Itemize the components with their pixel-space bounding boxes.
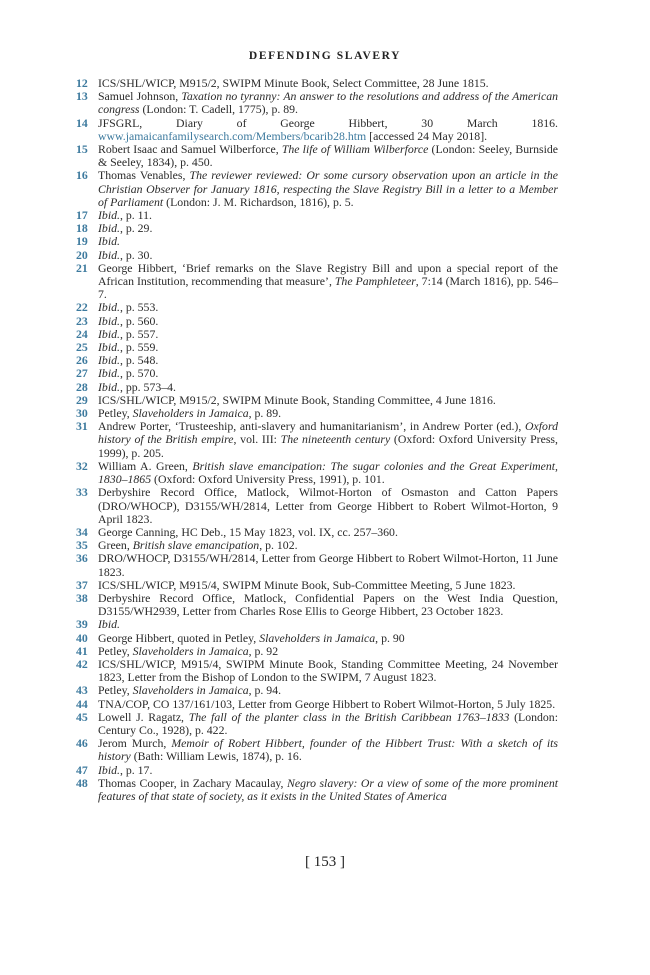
endnote-text: , vol. III: <box>233 432 281 447</box>
endnote-text: George Hibbert, ‘Brief remarks on the Slave Registry Bill and upon a special report of the African Institution, recommending that measure’, <box>98 260 558 289</box>
endnote-title: The Pamphleteer <box>334 274 416 289</box>
endnote-title: Ibid. <box>98 247 120 262</box>
endnote-number: 15 <box>76 142 88 157</box>
endnote-number: 45 <box>76 709 88 724</box>
endnote <box>76 777 558 803</box>
endnote-text: ICS/SHL/WICP, M915/2, SWIPM Minute Book, Select Committee, 28 June 1815. <box>98 76 489 90</box>
endnote-title: Slaveholders in Jamaica <box>259 630 376 645</box>
endnote-text: Petley, <box>98 406 133 421</box>
endnote-title: Slaveholders in Jamaica <box>132 643 249 658</box>
endnote-number: 29 <box>76 392 88 407</box>
endnote-number: 24 <box>76 326 88 341</box>
endnote-title: Ibid. <box>98 340 120 355</box>
endnote-text: JFSGRL, Diary of George Hibbert, 30 March 1816. <box>98 115 558 130</box>
endnote-number: 17 <box>76 208 88 223</box>
endnote-text: Thomas Cooper, in Zachary Macaulay, <box>98 775 287 790</box>
endnote <box>76 658 558 684</box>
endnote-number: 28 <box>76 379 88 394</box>
endnote <box>76 486 558 526</box>
endnote <box>76 143 558 169</box>
endnote-text: , p. 29. <box>119 221 153 236</box>
endnote-text: (London: Century Co., 1928), p. 422. <box>98 709 558 737</box>
endnote-text: , p. 557. <box>119 326 159 341</box>
endnotes-list <box>76 77 558 803</box>
endnote <box>76 90 558 116</box>
endnote-title: Ibid. <box>98 366 120 381</box>
endnote-text: Thomas Venables, <box>98 168 190 183</box>
endnote-number: 20 <box>76 247 88 262</box>
endnote-number: 39 <box>76 617 88 632</box>
endnote <box>76 737 558 763</box>
endnote-title: The reviewer reviewed: Or some cursory observation upon an article in the Christian Observer for January 1816, respecting the Slave Registry Bill in a letter to a Member of Parliament <box>98 168 558 209</box>
endnote-text: Samuel Johnson, <box>98 89 182 104</box>
endnote-text: (London: T. Cadell, 1775), p. 89. <box>139 102 298 117</box>
endnote-number: 46 <box>76 736 88 751</box>
endnote-number: 26 <box>76 353 88 368</box>
endnote-text: Lowell J. Ragatz, <box>98 709 189 724</box>
endnote-text: , p. 92 <box>248 643 279 658</box>
endnote-text: (Oxford: Oxford University Press, 1991), p. 101. <box>151 472 385 487</box>
endnote <box>76 169 558 209</box>
endnote-title: British slave emancipation: The sugar colonies and the Great Experiment, 1830–1865 <box>98 458 558 487</box>
endnote-text: Petley, <box>98 643 133 658</box>
endnote-text: TNA/COP, CO 137/161/103, Letter from George Hibbert to Robert Wilmot-Horton, 5 July 1825. <box>98 696 556 711</box>
endnote-text: Robert Isaac and Samuel Wilberforce, <box>98 142 282 157</box>
endnote-title: Ibid. <box>98 326 120 341</box>
endnote-url[interactable]: www.jamaicanfamilysearch.com/Members/bcarib28.htm <box>98 128 367 143</box>
endnote <box>76 262 558 302</box>
endnote-number: 14 <box>76 115 88 130</box>
endnote-text: Green, <box>98 538 133 553</box>
endnote-number: 36 <box>76 551 88 566</box>
running-header: DEFENDING SLAVERY <box>248 50 402 62</box>
endnote-title: Ibid. <box>98 313 120 328</box>
endnote <box>76 460 558 486</box>
endnote-text: George Hibbert, quoted in Petley, <box>98 630 260 645</box>
endnote-text: , p. 17. <box>119 762 153 777</box>
endnote-number: 43 <box>76 683 88 698</box>
endnote-number: 23 <box>76 313 88 328</box>
endnote-text: , p. 560. <box>119 313 159 328</box>
endnote-number: 42 <box>76 656 88 671</box>
endnote-text: (Bath: William Lewis, 1874), p. 16. <box>130 749 302 764</box>
endnote-number: 27 <box>76 366 88 381</box>
endnote-text: ICS/SHL/WICP, M915/2, SWIPM Minute Book, Standing Committee, 4 June 1816. <box>98 392 496 407</box>
endnote-title: Ibid. <box>98 234 120 249</box>
endnote-number: 41 <box>76 643 88 658</box>
endnote-text: , p. 548. <box>119 353 159 368</box>
endnote-title: Slaveholders in Jamaica <box>132 406 249 421</box>
endnote-title: The life of William Wilberforce <box>281 142 429 157</box>
endnote-number: 22 <box>76 300 88 315</box>
endnote <box>76 420 558 460</box>
endnote-number: 16 <box>76 168 88 183</box>
endnote-text: Derbyshire Record Office, Matlock, Wilmot-Horton of Osmaston and Catton Papers (DRO/WHOCP), D3155/WH/2814, Letter from George Hibbert to Robert Wilmot-Horton, 9 April 1823. <box>98 485 558 526</box>
endnote-text: , p. 94. <box>248 683 282 698</box>
endnote-number: 47 <box>76 762 88 777</box>
endnote-text: , p. 90 <box>375 630 405 645</box>
endnote <box>76 592 558 618</box>
endnote-text: , p. 553. <box>119 300 159 315</box>
endnote-text: , pp. 573–4. <box>119 379 176 394</box>
page-number: [ 153 ] <box>305 854 345 870</box>
endnote-title: Oxford history of the British empire <box>98 419 558 447</box>
endnote-number: 25 <box>76 340 88 355</box>
endnote-title: Taxation no tyranny: An answer to the resolutions and address of the American congress <box>98 89 558 117</box>
endnote-title: Ibid. <box>98 300 120 315</box>
endnote <box>76 552 558 578</box>
endnote-title: Ibid. <box>98 379 120 394</box>
endnote-number: 12 <box>76 76 88 90</box>
endnote-title: The nineteenth century <box>280 432 391 447</box>
endnote-text: George Canning, HC Deb., 15 May 1823, vol. IX, cc. 257–360. <box>98 524 398 539</box>
endnote-text: , p. 11. <box>119 208 152 223</box>
endnote-number: 35 <box>76 538 88 553</box>
endnote-number: 37 <box>76 577 88 592</box>
endnote-text: (Oxford: Oxford University Press, 1999), p. 205. <box>98 432 558 460</box>
endnote-number: 31 <box>76 419 88 434</box>
endnote-title: Ibid. <box>98 617 120 632</box>
endnote-text: , p. 89. <box>248 406 282 421</box>
endnote-text: , p. 102. <box>259 538 298 553</box>
endnote-text: , p. 570. <box>119 366 159 381</box>
endnote-number: 21 <box>76 260 88 275</box>
endnote-title: Ibid. <box>98 762 120 777</box>
endnote-text: (London: Seeley, Burnside & Seeley, 1834), p. 450. <box>98 142 558 170</box>
endnote-text: (London: J. M. Richardson, 1816), p. 5. <box>163 194 354 209</box>
endnote-text: ICS/SHL/WICP, M915/4, SWIPM Minute Book, Sub-Committee Meeting, 5 June 1823. <box>98 577 516 592</box>
endnote-title: Negro slavery: Or a view of some of the more prominent features of that state of society, as it exists in the United States of America <box>98 775 558 803</box>
endnote-title: Memoir of Robert Hibbert, founder of the Hibbert Trust: With a sketch of its history <box>98 736 558 764</box>
endnote-number: 40 <box>76 630 88 645</box>
endnote-text: DRO/WHOCP, D3155/WH/2814, Letter from George Hibbert to Robert Wilmot-Horton, 11 June 1823. <box>98 551 558 579</box>
endnote-number: 33 <box>76 485 88 500</box>
endnote-text: [accessed 24 May 2018]. <box>366 128 488 143</box>
endnote-title: British slave emancipation <box>132 538 260 553</box>
endnote-title: Slaveholders in Jamaica <box>132 683 249 698</box>
endnote-number: 18 <box>76 221 88 236</box>
endnote-text: , p. 30. <box>119 247 153 262</box>
endnote-number: 13 <box>76 89 88 104</box>
endnote-title: Ibid. <box>98 208 120 223</box>
endnote-text: , p. 559. <box>119 340 159 355</box>
endnote-text: William A. Green, <box>98 458 193 473</box>
endnote-number: 38 <box>76 590 88 605</box>
endnote-number: 30 <box>76 406 88 421</box>
endnote-number: 19 <box>76 234 88 249</box>
endnote-title: Ibid. <box>98 353 120 368</box>
endnote-title: Ibid. <box>98 221 120 236</box>
endnote-text: Petley, <box>98 683 133 698</box>
endnote-text: , 7:14 (March 1816), pp. 546–7. <box>98 274 558 302</box>
endnote-text: Jerom Murch, <box>98 736 172 751</box>
endnote-text: Andrew Porter, ‘Trusteeship, anti-slavery and humanitarianism’, in Andrew Porter (ed.), <box>98 419 526 434</box>
endnote-number: 32 <box>76 458 88 473</box>
endnote-text: ICS/SHL/WICP, M915/4, SWIPM Minute Book, Standing Committee Meeting, 24 November 1823, Letter from the Bishop of London to the SWIPM, 7 August 1823. <box>98 656 558 685</box>
endnote <box>76 711 558 737</box>
endnote-title: The fall of the planter class in the British Caribbean 1763–1833 <box>188 709 510 724</box>
endnote <box>76 222 558 235</box>
endnote-number: 34 <box>76 524 88 539</box>
endnote <box>76 117 558 143</box>
endnote-number: 48 <box>76 775 88 790</box>
endnote-text: Derbyshire Record Office, Matlock, Confidential Papers on the West India Question, D3155/WH2939, Letter from Charles Rose Ellis to George Hibbert, 23 October 1823. <box>98 590 558 619</box>
endnote-number: 44 <box>76 696 88 711</box>
